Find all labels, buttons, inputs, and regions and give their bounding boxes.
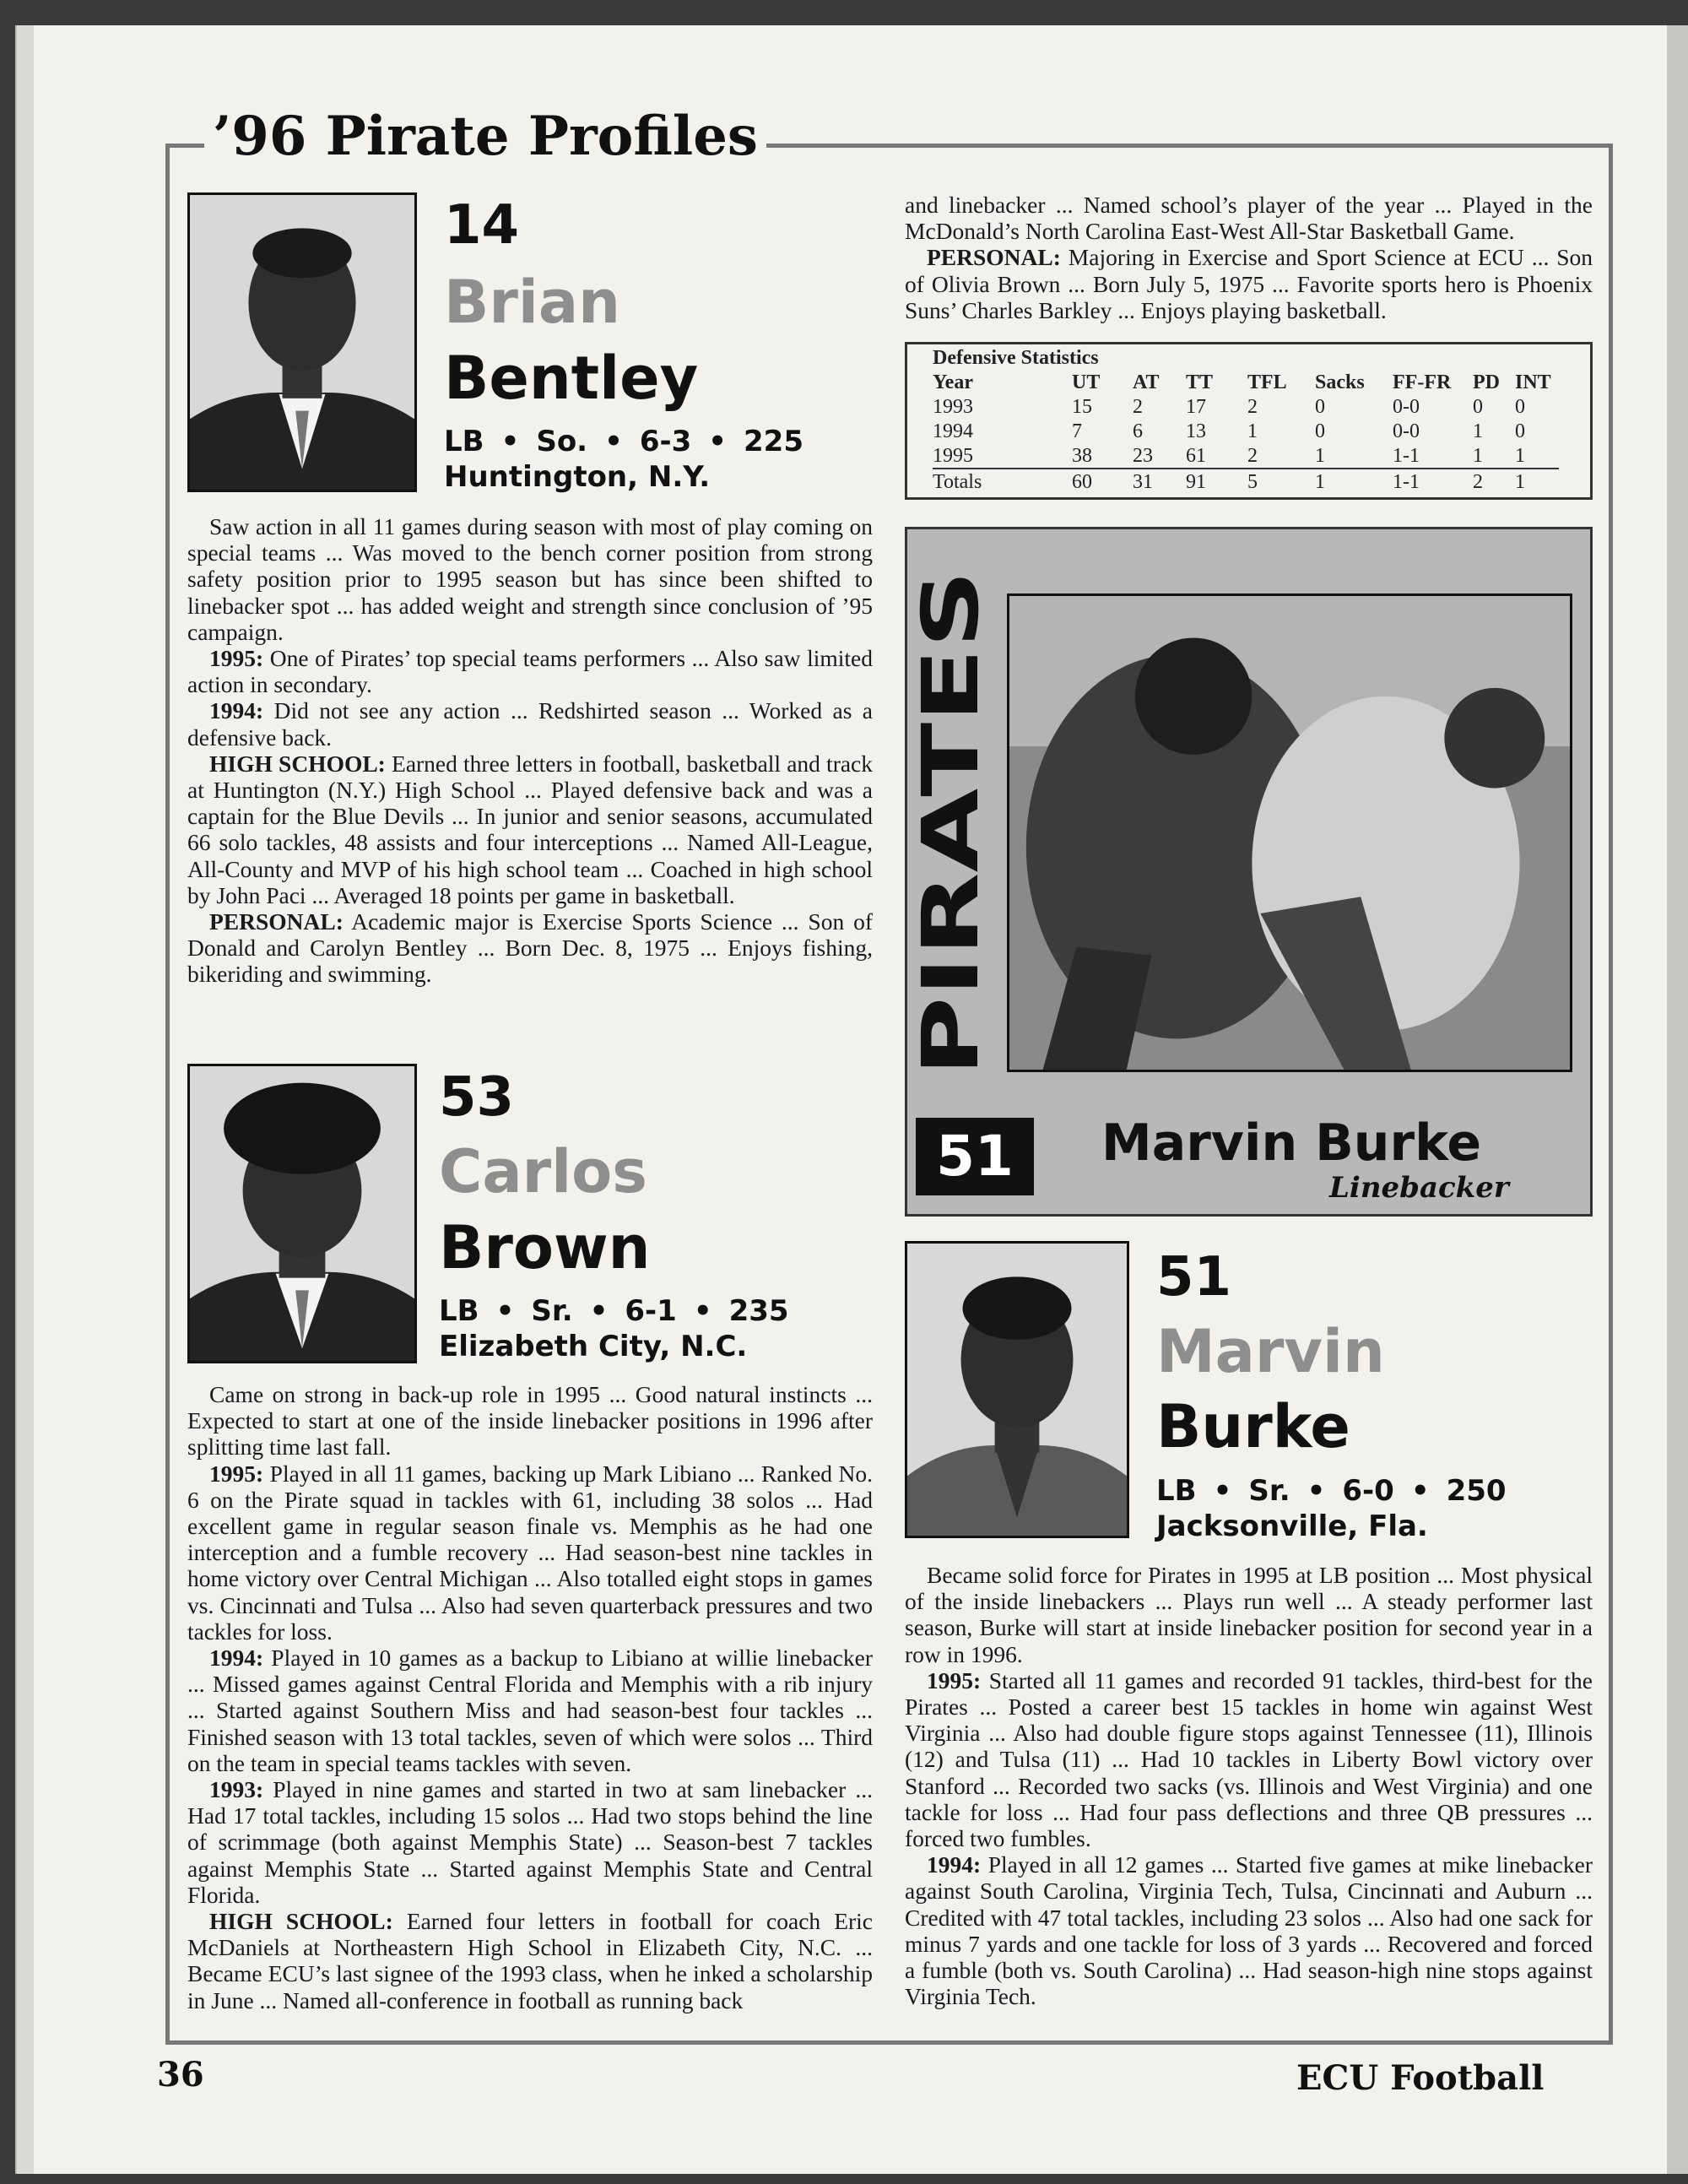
player-bio: [187, 513, 873, 988]
stats-header: TT: [1186, 371, 1214, 393]
player-hometown: Elizabeth City, N.C.: [439, 1330, 748, 1363]
player-vitals: LB • So. • 6-3 • 225: [444, 425, 803, 458]
stats-header: UT: [1072, 371, 1101, 393]
player-weight: 225: [744, 425, 803, 458]
stats-header: INT: [1515, 371, 1551, 393]
player-height: 6-0: [1342, 1474, 1394, 1508]
bio-paragraph: PERSONAL: Academic major is Exercise Sports Science ... Son of Donald and Carolyn Bentley ... Born Dec. 8, 1975 ... Enjoys fishing, bikeriding and swimming.: [187, 908, 873, 988]
stats-totals-row: Totals 60 31 91 5 1 1-1 2 1: [933, 470, 1525, 493]
player-position: LB: [439, 1294, 479, 1328]
player-last-name: Burke: [1156, 1392, 1350, 1461]
player-position: LB: [444, 425, 484, 458]
binding-edge: [1667, 25, 1688, 2174]
player-last-name: Brown: [439, 1213, 651, 1282]
stats-title: Defensive Statistics: [933, 347, 1099, 369]
headshot-bentley: [187, 192, 417, 492]
stats-header: PD: [1473, 371, 1500, 393]
stats-row: 1995 38 23 61 2 1 1-1 1 1: [933, 443, 1559, 469]
player-first-name: Marvin: [1156, 1317, 1385, 1386]
headshot-burke: [905, 1241, 1129, 1538]
player-position: LB: [1156, 1474, 1197, 1508]
player-number: 51: [1156, 1246, 1232, 1309]
player-vitals: LB • Sr. • 6-1 • 235: [439, 1294, 789, 1328]
player-hometown: Huntington, N.Y.: [444, 460, 711, 494]
player-height: 6-1: [625, 1294, 677, 1328]
bio-paragraph: 1994: Played in all 12 games ... Started five games at mike linebacker against South Carolina, Virginia Tech, Tulsa, Cincinnati and Auburn ... Credited with 47 total tackles, including 23 solos ... Also had one sack for minus 7 yards and one tackle for loss of 3 yards ... Recovered and forced a fumble (both vs. South Carolina) ... Had season-high nine stops against Virginia Tech.: [905, 1851, 1593, 2010]
stats-row: 1994 7 6 13 1 0 0-0 1 0: [933, 420, 1525, 442]
bio-paragraph: 1995: Started all 11 games and recorded 91 tackles, third-best for the Pirates ... Posted a career best 15 tackles in home win against West Virginia ... Also had double figure stops against Tennessee (11), Illinois (12) and Tulsa (11) ... Had 10 tackles in Liberty Bowl victory over Stanford ... Recorded two sacks (vs. Illinois and West Virginia) and one tackle for loss ... Had four pass deflections and three QB pressures ... forced two fumbles.: [905, 1666, 1593, 1852]
bio-paragraph: Became solid force for Pirates in 1995 at LB position ... Most physical of the inside linebackers ... Plays run well ... A steady performer last season, Burke will start at inside linebacker position for second year in a row in 1996.: [905, 1562, 1593, 1667]
player-hometown: Jacksonville, Fla.: [1156, 1509, 1428, 1543]
player-number: 14: [444, 194, 520, 257]
action-photo: [1007, 593, 1572, 1072]
player-class: Sr.: [531, 1294, 573, 1328]
player-height: 6-3: [639, 425, 692, 458]
player-weight: 235: [728, 1294, 789, 1328]
player-number: 53: [439, 1066, 515, 1129]
bio-paragraph: 1993: Played in nine games and started in two at sam linebacker ... Had 17 total tackles, including 15 solos ... Had two stops behind the line of scrimmage (both against Memphis State) ... Season-best 7 tackles against Memphis State ... Started against Memphis State and Central Florida.: [187, 1776, 873, 1908]
bio-paragraph: HIGH SCHOOL: Earned three letters in football, basketball and track at Huntington (N.Y.) High School ... Played defensive back and was a captain for the Blue Devils ... In junior and senior seasons, accumulated 66 solo tackles, 48 assists and four interceptions ... Named All-League, All-County and MVP of his high school team ... Coached in high school by John Paci ... Averaged 18 points per game in basketball.: [187, 750, 874, 908]
bio-paragraph: 1994: Played in 10 games as a backup to Libiano at willie linebacker ... Missed games against Central Florida and Memphis with a rib injury ... Started against Southern Miss and had season-best four tackles ... Finished season with 13 total tackles, seven of which were solos ... Third on the team in special teams tackles with seven.: [187, 1645, 873, 1776]
vertical-team-wordmark: [906, 570, 996, 1076]
player-class: So.: [536, 425, 588, 458]
bio-paragraph: PERSONAL: Majoring in Exercise and Sport Science at ECU ... Son of Olivia Brown ... Born July 5, 1975 ... Favorite sports hero is Phoenix Suns’ Charles Barkley ... Enjoys playing basketball.: [905, 244, 1593, 323]
player-first-name: Brian: [444, 268, 620, 337]
stats-header: TFL: [1247, 371, 1287, 393]
page-edge: [15, 25, 35, 2174]
stats-header: Year: [933, 371, 973, 393]
player-class: Sr.: [1248, 1474, 1290, 1508]
player-weight: 250: [1446, 1474, 1507, 1508]
bio-paragraph: and linebacker ... Named school’s player of the year ... Played in the McDonald’s North Carolina East-West All-Star Basketball Game.: [905, 192, 1593, 245]
bio-paragraph: Saw action in all 11 games during season with most of play coming on special teams ... Was moved to the bench corner position from strong safety position prior to 1995 season but has since been shifted to linebacker spot ... has added weight and strength since conclusion of ’95 campaign.: [187, 513, 873, 645]
stats-header: Sacks: [1315, 371, 1365, 393]
headshot-brown: [187, 1064, 417, 1363]
footer-brand: ECU Football: [1296, 2058, 1545, 2098]
bio-paragraph: HIGH SCHOOL: Earned four letters in football for coach Eric McDaniels at Northeastern High School in Elizabeth City, N.C. ... Became ECU’s last signee of the 1993 class, when he inked a scholarship in June ... Named all-conference in football as running back: [187, 1908, 874, 2013]
bio-paragraph: Came on strong in back-up role in 1995 ... Good natural instincts ... Expected to start at one of the inside linebacker positions in 1996 after splitting time last fall.: [187, 1381, 873, 1461]
player-vitals: LB • Sr. • 6-0 • 250: [1156, 1474, 1507, 1508]
stats-row: 1993 15 2 17 2 0 0-0 0 0: [933, 395, 1525, 418]
stats-header: FF-FR: [1393, 371, 1452, 393]
page-title: ’96 Pirate Profiles: [204, 103, 766, 171]
feature-position: Linebacker: [1329, 1171, 1509, 1205]
player-bio: [905, 1562, 1593, 2009]
bio-paragraph: 1995: One of Pirates’ top special teams performers ... Also saw limited action in secondary.: [187, 645, 873, 698]
player-bio: [187, 1381, 873, 2013]
feature-number: 51: [916, 1118, 1034, 1195]
defensive-statistics: [905, 342, 1593, 500]
bio-paragraph: 1995: Played in all 11 games, backing up Mark Libiano ... Ranked No. 6 on the Pirate squad in tackles with 61, including 38 solos ... Had excellent game in regular season finale vs. Memphis as he had one interception and a fumble recovery ... Had season-best nine tackles in home victory over Central Michigan ... Also totalled eight stops in games vs. Cincinnati and Tulsa ... Also had seven quarterback pressures and two tackles for loss.: [187, 1460, 873, 1645]
stats-table: [933, 370, 1559, 494]
bio-paragraph: 1994: Did not see any action ... Redshirted season ... Worked as a defensive back.: [187, 697, 873, 751]
player-bio-continued: [905, 192, 1593, 323]
stats-header-row: [933, 370, 1559, 394]
stats-header: AT: [1133, 371, 1160, 393]
svg-text:PIRATES: PIRATES: [906, 714, 996, 1076]
player-first-name: Carlos: [439, 1137, 647, 1206]
feature-box: [905, 527, 1593, 1217]
player-last-name: Bentley: [444, 344, 699, 413]
feature-name: Marvin Burke: [1101, 1114, 1482, 1173]
page-number: 36: [157, 2055, 204, 2095]
